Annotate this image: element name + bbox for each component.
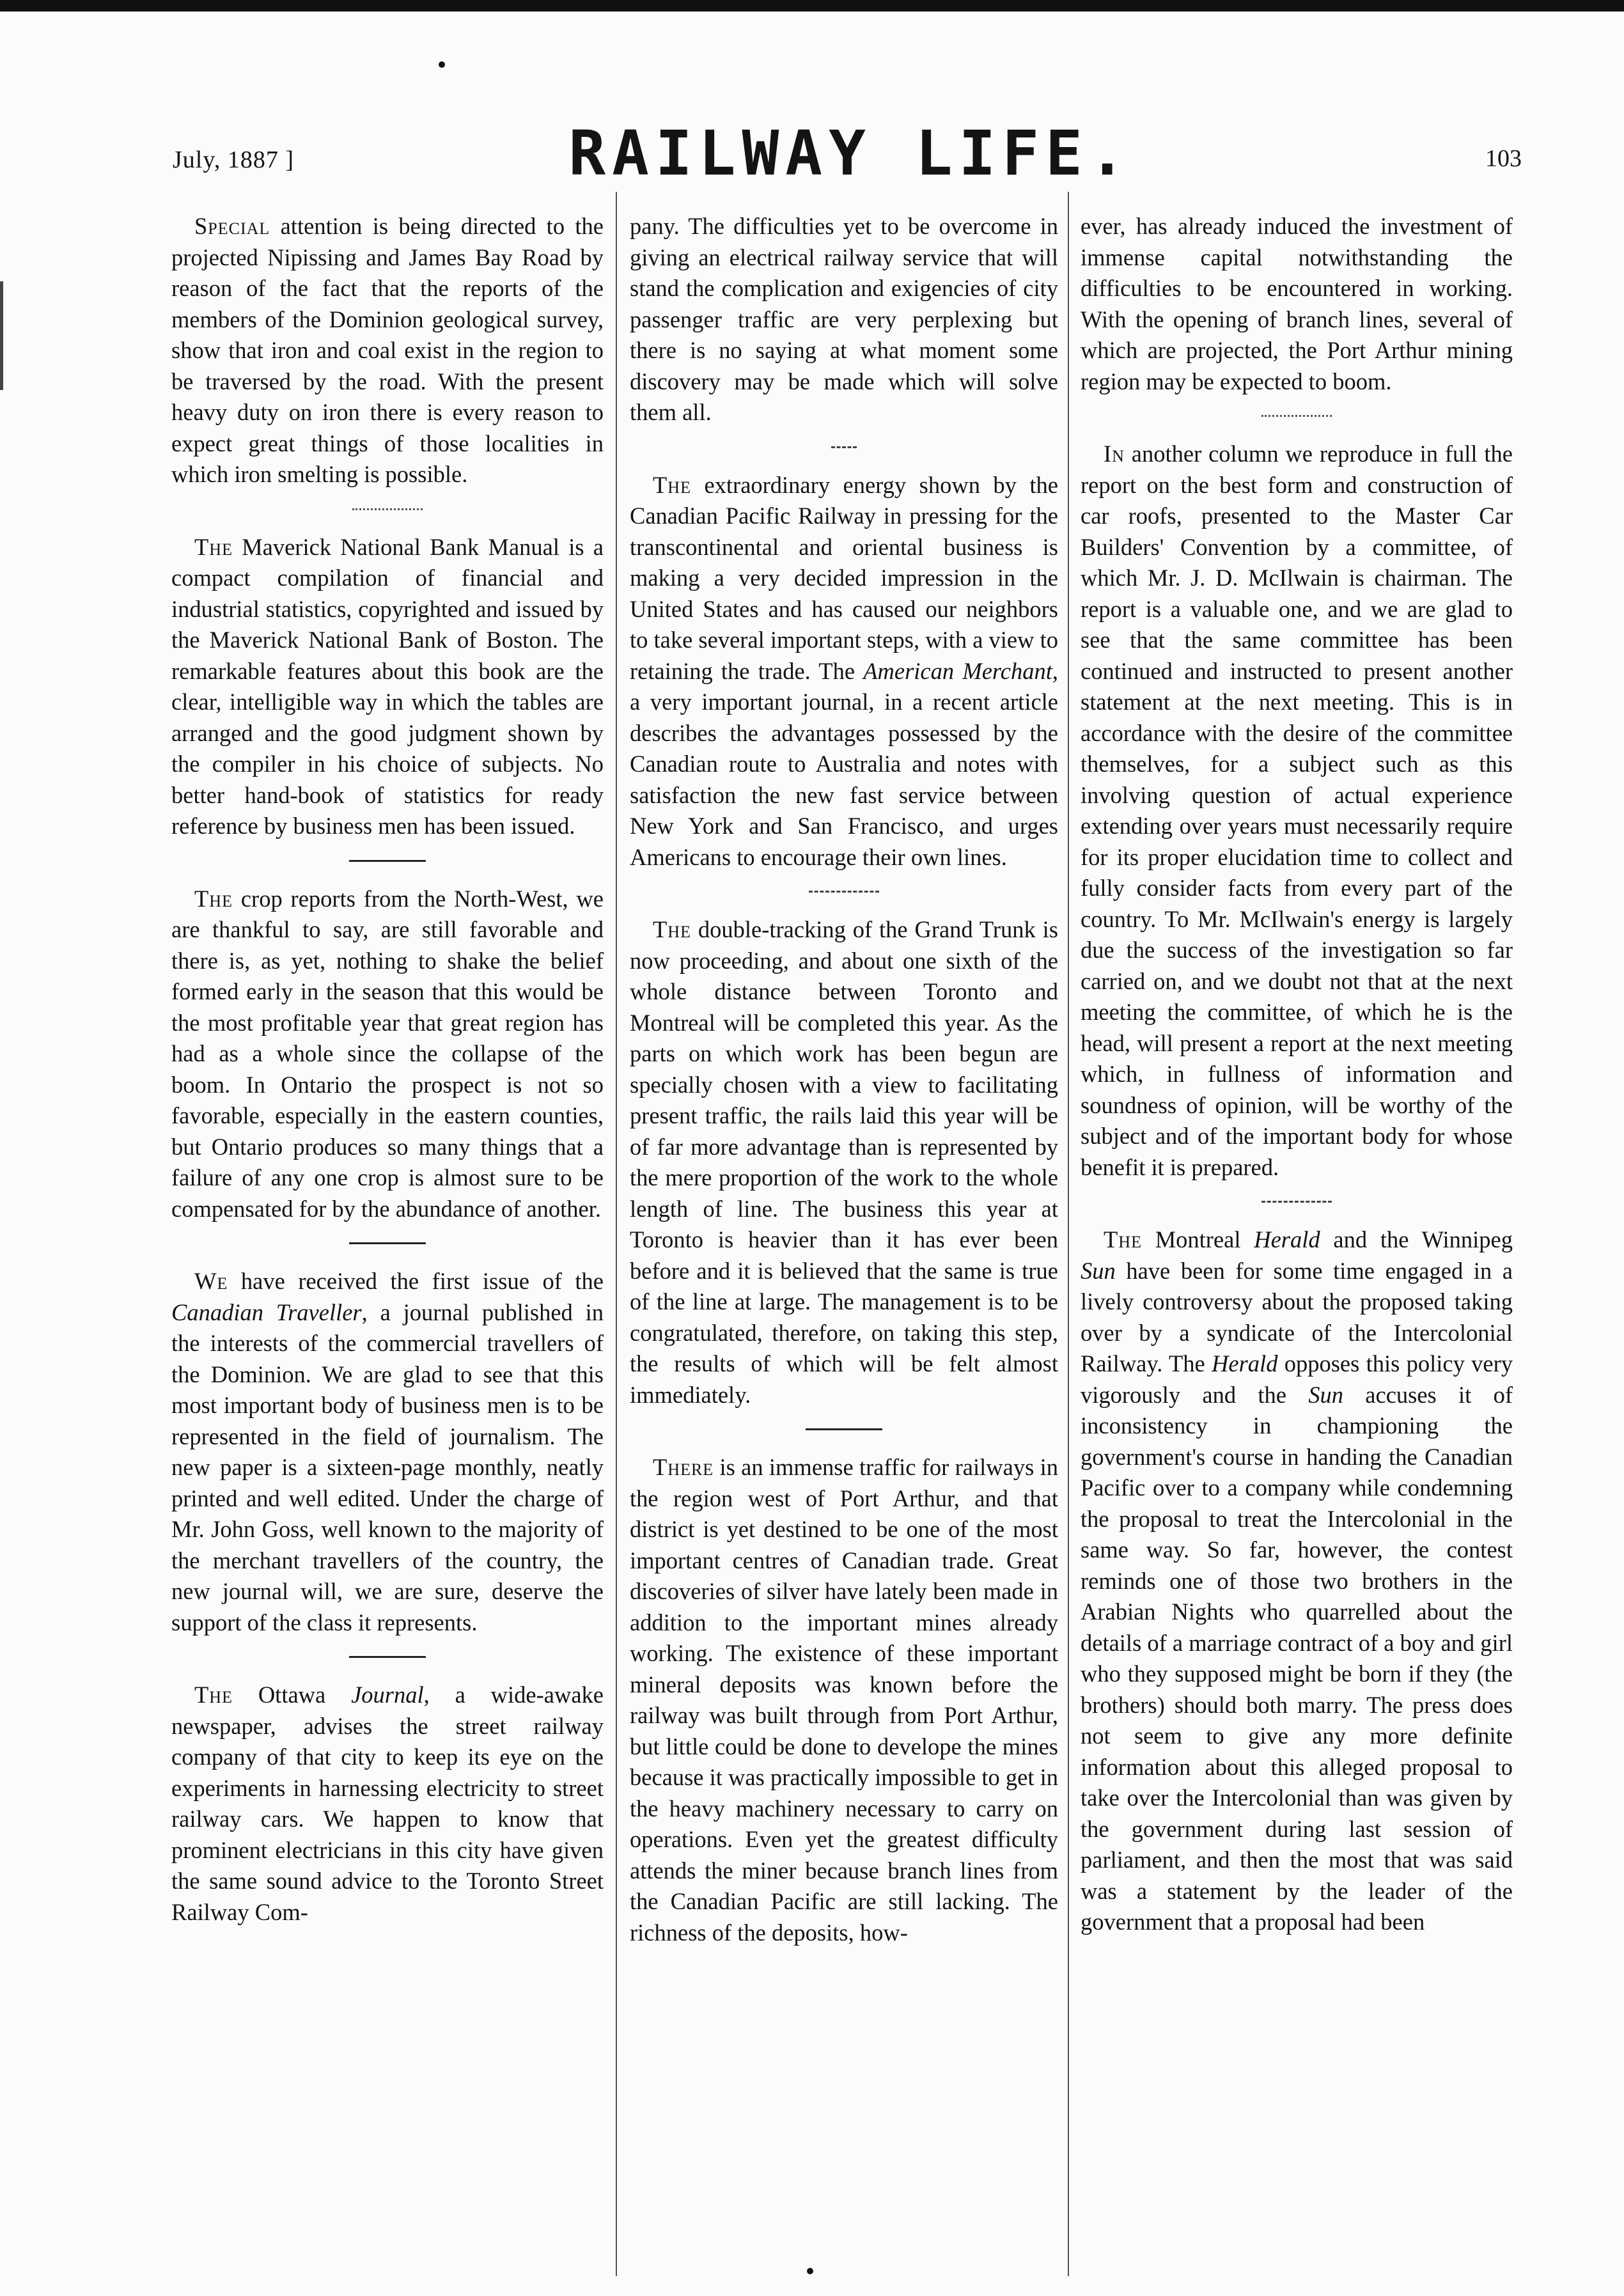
column-1 [171,211,604,2257]
column-3 [1081,211,1513,2257]
column-divider [616,192,617,2276]
page-header [173,118,1522,189]
page-edge-mark [0,281,3,390]
article-paragraph: We have received the first issue of the Canadian Traveller, a journal published in the interests of the commercial travellers of the Dominion. We are glad to see that this most important body of business men is to be represented in the field of journalism. The new paper is a sixteen-page monthly, neatly printed and well edited. Under the charge of Mr. John Goss, well known to the majority of the merchant travellers of the country, the new journal will, we are sure, deserve the support of the class it represents. [171,1268,604,1636]
article-paragraph: Special attention is being directed to the projected Nipissing and James Bay Road by reason of the fact that the reports of the members of the Dominion geological survey, show that iron and coal exist in the region to be traversed by the road. With the present heavy duty on iron there is every reason to expect great things of those localities in which iron smelting is possible. [171,213,604,487]
column-divider [1068,192,1069,2276]
article-paragraph: pany. The difficulties yet to be overcome in giving an electrical railway service that will stand the complication and exigencies of city passenger traffic are very perplexing but there is no saying at what moment some discovery may be made which will solve them all. [630,213,1058,425]
article-separator [1261,1201,1332,1203]
page-number: 103 [1485,145,1522,172]
masthead-title: RAILWAY LIFE. [568,118,1132,189]
article-separator [809,891,879,893]
article-separator [806,1428,882,1430]
article-paragraph: In another column we reproduce in full the report on the best form and construction of car roofs, presented to the Master Car Builders' Convention by a committee, of which Mr. J. D. McIlwain is chairman. The report is a valuable one, and we are glad to see that the same committee has been continued and instructed to present another statement at the next meeting. This is in accordance with the desire of the committee themselves, for a subject such as this involving question of actual experience extending over years must necessarily require for its proper elucidation time to collect and fully consider facts from every part of the country. To Mr. McIlwain's energy is largely due the success of the investigation so far carried on, and we doubt not that at the next meeting the committee, of which he is the head, will present a report at the next meeting which, in fullness of information and soundness of opinion, will be worthy of the subject and of the important body for whose benefit it is prepared. [1081,441,1513,1180]
article-paragraph: The crop reports from the North-West, we are thankful to say, are still favorable and there is, as yet, nothing to shake the belief formed early in the season that this would be the most profitable year that great region has had as a whole since the collapse of the boom. In Ontario the prospect is not so favorable, especially in the eastern counties, but Ontario produces so many things that a failure of any one crop is almost sure to be compensated for by the abundance of another. [171,885,604,1222]
article-paragraph: There is an immense traffic for railways in the region west of Port Arthur, and that district is yet destined to be one of the most important centres of Canadian trade. Great discoveries of silver have lately been made in addition to the important mines already working. The existence of these important mineral deposits was known before the railway was built through from Port Arthur, but little could be done to develope the mines because it was practically impossible to get in the heavy machinery necessary to carry on operations. Even yet the greatest difficulty attends the miner because branch lines from the Canadian Pacific are still lacking. The richness of the deposits, how- [630,1454,1058,1946]
article-separator [1261,415,1332,417]
article-paragraph: The double-tracking of the Grand Trunk is now proceeding, and about one sixth of the whole distance between Toronto and Montreal will be completed this year. As the parts on which work has been begun are specially chosen with a view to facilitating present traffic, the rails laid this year will be of far more advantage than is represented by the mere proportion of the work to the whole length of line. The business this year at Toronto is heavier than it has ever been before and it is believed that the same is true of the line at large. The management is to be congratulated, therefore, on taking this step, the results of which will be felt almost immediately. [630,916,1058,1408]
article-separator [349,1656,426,1658]
article-paragraph: The Montreal Herald and the Winnipeg Sun have been for some time engaged in a lively controversy about the proposed taking over by a syndicate of the Intercolonial Railway. The Herald opposes this policy very vigorously and the Sun accuses it of inconsistency in championing the government's course in handing the Canadian Pacific over to a company while condemning the proposal to treat the Intercolonial in the same way. So far, however, the contest reminds one of those two brothers in the Arabian Nights who quarrelled about the details of a marriage contract of a boy and girl who they supposed might be born if they (the brothers) should both marry. The press does not seem to give any more definite information about this alleged proposal to take over the Intercolonial than was given by the government during last session of parliament, and then the most that was said was a statement by the leader of the government that a proposal had been [1081,1226,1513,1935]
article-separator [349,1242,426,1244]
article-separator [831,446,857,448]
column-2 [630,211,1058,2257]
issue-date: July, 1887 ] [173,146,295,173]
print-speck [439,61,445,68]
top-border-rule [0,0,1624,12]
article-paragraph: The extraordinary energy shown by the Canadian Pacific Railway in pressing for the transcontinental and oriental business is making a very decided impression in the United States and has caused our neighbors to take several important steps, with a view to retaining the trade. The American Merchant, a very important journal, in a recent article describes the advantages possessed by the Canadian route to Australia and notes with satisfaction the new fast service between New York and San Francisco, and urges Americans to encourage their own lines. [630,471,1059,870]
print-speck [807,2268,813,2274]
article-paragraph: ever, has already induced the investment of immense capital notwithstanding the difficulties to be encountered in working. With the opening of branch lines, several of which are projected, the Port Arthur mining region may be expected to boom. [1081,213,1513,394]
article-paragraph: The Maverick National Bank Manual is a compact compilation of financial and industrial statistics, copyrighted and issued by the Maverick National Bank of Boston. The remarkable features about this book are the clear, intelligible way in which the tables are arranged and the good judgment shown by the compiler in his choice of subjects. No better hand-book of statistics for ready reference by business men has been issued. [171,533,604,839]
article-separator [352,508,423,510]
article-paragraph: The Ottawa Journal, a wide-awake newspaper, advises the street railway company of that city to keep its eye on the experiments in harnessing electricity to street railway cars. We happen to know that prominent electricians in this city have given the same sound advice to the Toronto Street Railway Com- [171,1682,604,1925]
article-separator [349,860,426,862]
